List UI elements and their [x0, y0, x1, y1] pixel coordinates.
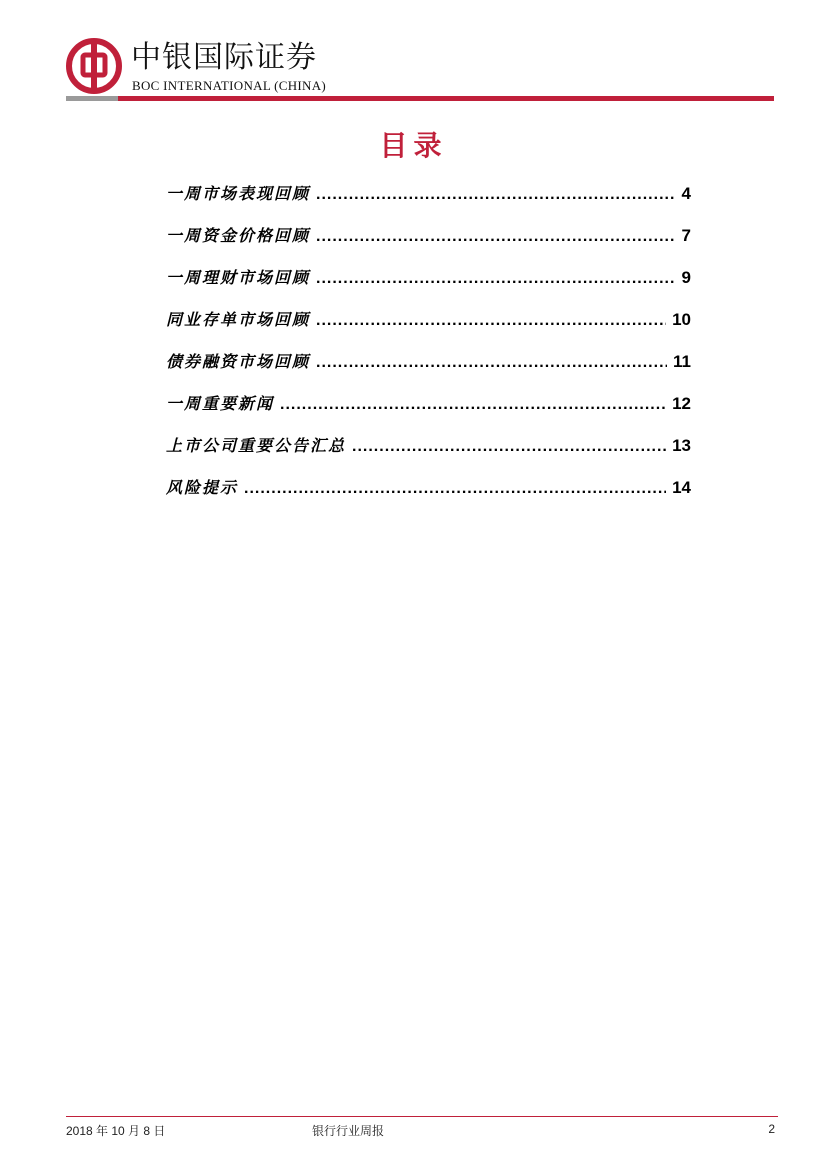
toc-entry-label: 一周理财市场回顾 — [166, 268, 311, 287]
footer-date: 2018 年 10 月 8 日 — [66, 1124, 166, 1138]
toc-entry[interactable] — [166, 475, 691, 517]
toc-entry-page: 10 — [672, 310, 691, 329]
toc-entry-page: 14 — [672, 478, 691, 497]
toc-entry-label: 上市公司重要公告汇总 — [166, 436, 347, 455]
toc-entry[interactable] — [166, 181, 691, 223]
toc-entry-label: 债券融资市场回顾 — [166, 352, 311, 371]
toc-entry[interactable] — [166, 223, 691, 265]
toc-title: 目录 — [379, 129, 448, 162]
footer-rule — [66, 1116, 778, 1117]
brand-name-en: BOC INTERNATIONAL (CHINA) — [132, 78, 327, 93]
footer-page-number: 2 — [768, 1122, 775, 1136]
toc-entry[interactable] — [166, 349, 691, 391]
toc-entry-label: 一周资金价格回顾 — [166, 226, 311, 245]
toc-entry-label: 风险提示 — [166, 478, 239, 497]
toc-leader-dots — [352, 438, 666, 456]
toc-leader-dots — [316, 354, 667, 372]
toc-entry-page: 11 — [673, 352, 691, 371]
toc-leader-dots — [316, 186, 676, 204]
toc-entry-page: 9 — [681, 268, 691, 287]
toc-entry-label: 一周市场表现回顾 — [166, 184, 311, 203]
footer-report-type: 银行行业周报 — [312, 1124, 385, 1138]
header-rule-gray — [66, 96, 118, 101]
toc-entry-page: 7 — [681, 226, 691, 245]
toc-leader-dots — [244, 480, 666, 498]
toc-entry-label: 同业存单市场回顾 — [166, 310, 311, 329]
toc-entry-page: 12 — [672, 394, 691, 413]
toc-leader-dots — [316, 270, 676, 288]
toc-leader-dots — [316, 228, 676, 246]
toc-entry[interactable] — [166, 391, 691, 433]
toc-entry-label: 一周重要新闻 — [166, 394, 275, 413]
boc-logo-icon — [66, 38, 122, 94]
toc-leader-dots — [316, 312, 666, 330]
toc-entry[interactable] — [166, 265, 691, 307]
toc-entry[interactable] — [166, 307, 691, 349]
brand-name-cn: 中银国际证券 — [131, 40, 317, 75]
toc-entry-page: 13 — [672, 436, 691, 455]
header-rule-red — [118, 96, 774, 101]
toc-entry-page: 4 — [681, 184, 691, 203]
table-of-contents — [166, 181, 691, 517]
toc-leader-dots — [280, 396, 666, 414]
toc-entry[interactable] — [166, 433, 691, 475]
